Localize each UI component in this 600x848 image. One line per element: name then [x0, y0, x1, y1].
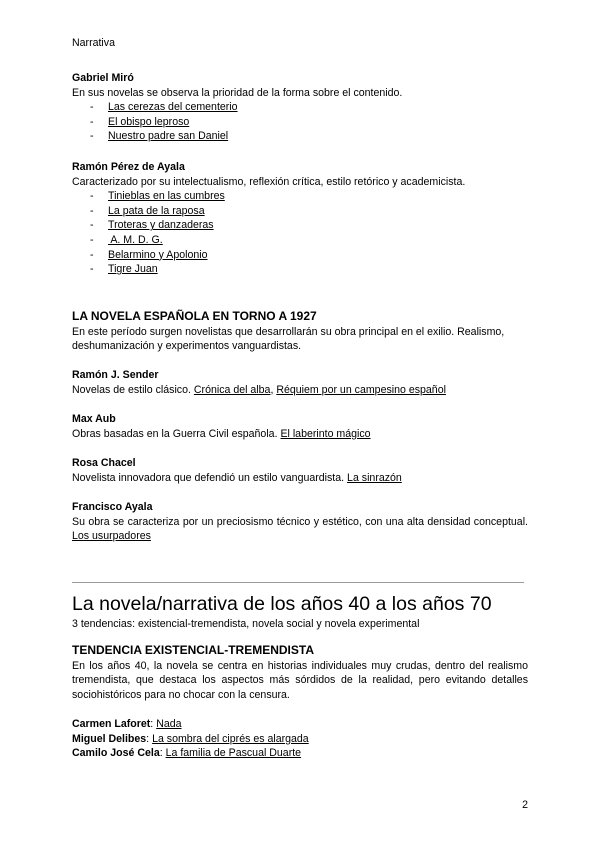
- work-link[interactable]: Los usurpadores: [72, 530, 151, 543]
- section-heading: TENDENCIA EXISTENCIAL-TREMENDISTA: [72, 643, 315, 657]
- entry-row: Camilo José Cela: La familia de Pascual Duarte: [72, 747, 302, 760]
- work-item: [90, 204, 528, 219]
- works-list: [72, 189, 528, 277]
- entry-row: Carmen Laforet: Nada: [72, 718, 182, 730]
- horizontal-rule: [72, 582, 524, 583]
- work-item: [90, 262, 528, 277]
- author-description: Su obra se caracteriza por un preciosismo técnico y estético, con una alta densidad conceptual. Los usurpadores: [72, 515, 528, 543]
- author-name: Camilo José Cela: [72, 747, 160, 760]
- tremendista-entries: [72, 717, 528, 761]
- author-description: En sus novelas se observa la prioridad de la forma sobre el contenido.: [72, 86, 403, 99]
- work-item: [90, 218, 528, 233]
- section-description: En los años 40, la novela se centra en historias individuales muy crudas, dentro del realismo tremendista, que destaca los aspectos más sórdidos de la realidad, pero evitando detalles sociohistóricos para no chocar con la censura.: [72, 659, 528, 701]
- work-link[interactable]: La sinrazón: [347, 471, 402, 484]
- work-link[interactable]: Réquiem por un campesino español: [276, 383, 446, 396]
- work-link[interactable]: Nada: [156, 718, 182, 730]
- work-link[interactable]: El obispo leproso: [108, 115, 190, 128]
- author-name: Miguel Delibes: [72, 732, 147, 745]
- author-name: Max Aub: [72, 413, 116, 425]
- work-link[interactable]: El laberinto mágico: [280, 427, 371, 440]
- section-1927: [72, 309, 528, 354]
- work-link[interactable]: La sombra del ciprés es alargada: [152, 732, 309, 745]
- author-description: Obras basadas en la Guerra Civil española. El laberinto mágico: [72, 427, 371, 440]
- author-block-aub: [72, 412, 528, 441]
- author-description: Novelista innovadora que defendió un estilo vanguardista. La sinrazón: [72, 471, 402, 484]
- section-title: La novela/narrativa de los años 40 a los años 70: [72, 593, 492, 615]
- page-number: 2: [522, 799, 528, 811]
- section-tremendista: [72, 643, 528, 702]
- work-link[interactable]: Nuestro padre san Daniel: [108, 130, 229, 143]
- work-item: [90, 248, 528, 263]
- author-block-miro: [72, 71, 528, 144]
- work-link[interactable]: Troteras y danzaderas: [108, 219, 214, 232]
- author-name: Francisco Ayala: [72, 501, 153, 513]
- author-name: Carmen Laforet: [72, 718, 151, 730]
- work-link[interactable]: Tigre Juan: [108, 263, 158, 276]
- work-item: [90, 115, 528, 130]
- work-link[interactable]: Tinieblas en las cumbres: [108, 190, 225, 203]
- work-link[interactable]: A. M. D. G.: [108, 233, 163, 246]
- author-block-perez-de-ayala: [72, 160, 528, 277]
- work-link[interactable]: La pata de la raposa: [108, 204, 205, 217]
- author-block-francisco-ayala: [72, 500, 528, 544]
- entry-row: Miguel Delibes: La sombra del ciprés es alargada: [72, 732, 309, 745]
- work-item: [90, 189, 528, 204]
- author-name: Gabriel Miró: [72, 72, 134, 84]
- work-item: [90, 100, 528, 115]
- author-name: Ramón Pérez de Ayala: [72, 161, 185, 173]
- author-block-sender: [72, 368, 528, 397]
- running-header: Narrativa: [72, 37, 115, 49]
- author-description: Novelas de estilo clásico. Crónica del alba, Réquiem por un campesino español: [72, 383, 446, 396]
- author-block-chacel: [72, 456, 528, 485]
- section-subtitle: 3 tendencias: existencial-tremendista, novela social y novela experimental: [72, 618, 420, 630]
- work-link[interactable]: Crónica del alba: [193, 383, 271, 396]
- work-link[interactable]: Belarmino y Apolonio: [108, 248, 208, 261]
- section-heading: LA NOVELA ESPAÑOLA EN TORNO A 1927: [72, 309, 317, 323]
- author-name: Ramón J. Sender: [72, 369, 159, 381]
- work-item: [90, 129, 528, 144]
- work-link[interactable]: La familia de Pascual Duarte: [165, 747, 302, 760]
- author-name: Rosa Chacel: [72, 457, 136, 469]
- work-link[interactable]: Las cerezas del cementerio: [108, 101, 238, 114]
- section-40-70: [72, 592, 528, 632]
- author-description: Caracterizado por su intelectualismo, reflexión crítica, estilo retórico y academicista.: [72, 175, 466, 188]
- work-item: [90, 233, 528, 248]
- section-description: En este período surgen novelistas que desarrollarán su obra principal en el exilio. Realismo, deshumanización y experimentos vanguardistas.: [72, 325, 505, 353]
- works-list: [72, 100, 528, 144]
